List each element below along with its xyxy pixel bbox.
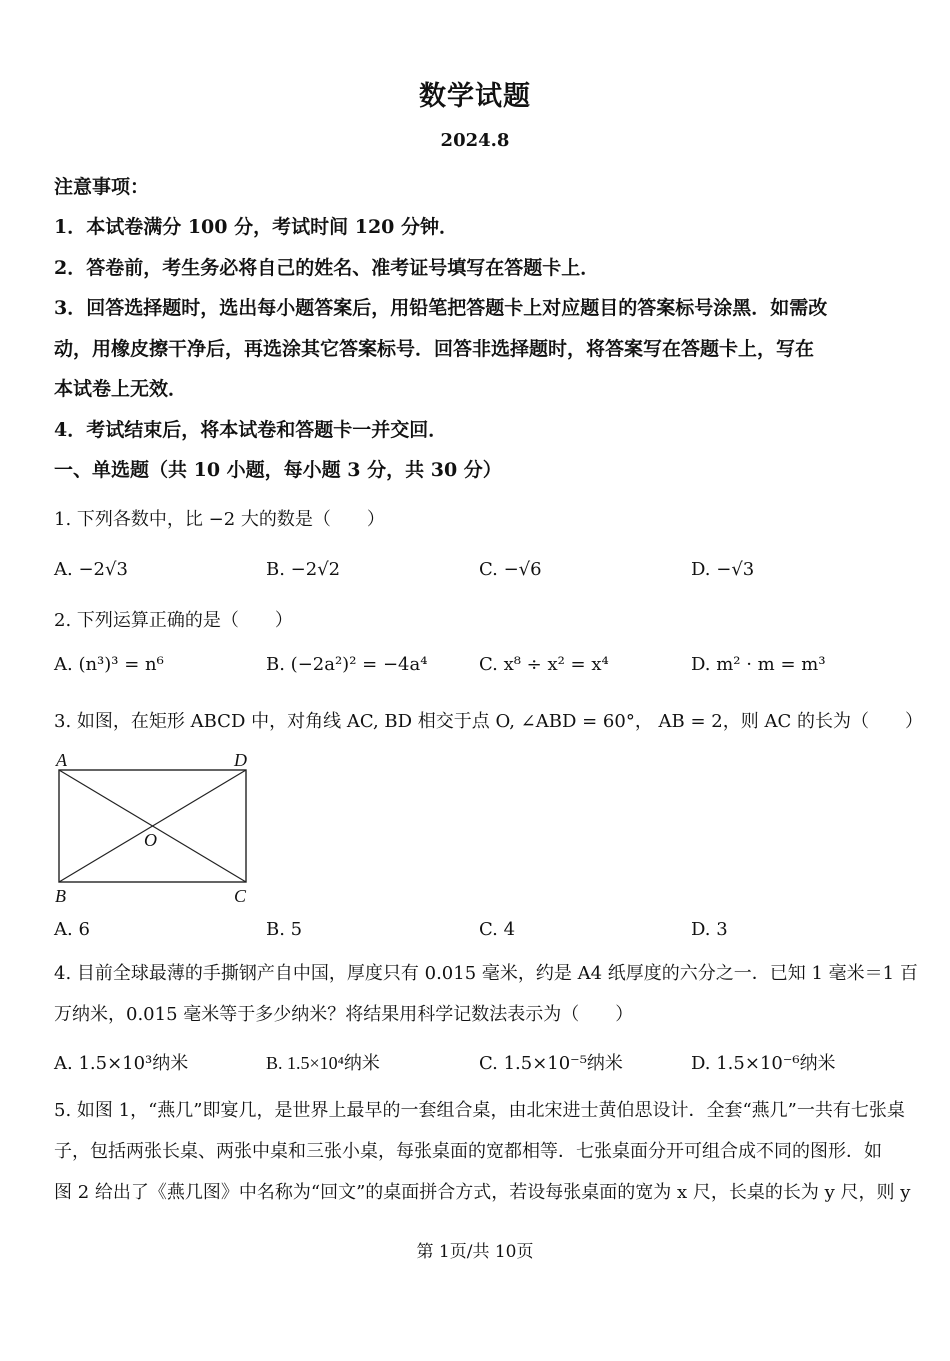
question-4-option-a: A. 1.5×10³纳米 <box>54 1053 189 1074</box>
question-1-stem: 1. 下列各数中，比 −2 大的数是（ ） <box>54 509 385 530</box>
page-footer: 第 1页/共 10页 <box>416 1242 534 1262</box>
question-1-option-a: A. −2√3 <box>54 559 128 580</box>
note-item-3-line-3: 本试卷上无效． <box>54 378 188 400</box>
label-b: B <box>55 886 66 906</box>
note-item-3-line-1: 3．回答选择题时，选出每小题答案后，用铅笔把答题卡上对应题目的答案标号涂黑．如需改 <box>54 297 828 319</box>
question-3-option-d: D. 3 <box>691 919 728 940</box>
question-1-option-b: B. −2√2 <box>266 559 341 580</box>
question-3-option-a: A. 6 <box>54 919 90 940</box>
section-heading: 一、单选题（共 10 小题，每小题 3 分，共 30 分） <box>54 459 502 481</box>
question-2-option-b: B. (−2a²)² = −4a⁴ <box>266 654 428 675</box>
notes-heading: 注意事项： <box>54 176 150 198</box>
note-item-3-line-2: 动，用橡皮擦干净后，再选涂其它答案标号．回答非选择题时，将答案写在答题卡上，写在 <box>54 338 815 360</box>
question-4-stem-line-2: 万纳米，0.015 毫米等于多少纳米？将结果用科学记数法表示为（ ） <box>54 1004 634 1025</box>
rectangle-abcd-figure <box>50 748 262 908</box>
label-d: D <box>234 750 247 770</box>
question-2-option-d: D. m² · m = m³ <box>691 654 826 675</box>
question-2-option-c: C. x⁸ ÷ x² = x⁴ <box>479 654 609 675</box>
note-item-4: 4．考试结束后，将本试卷和答题卡一并交回． <box>54 419 448 441</box>
question-5-stem-line-2: 子，包括两张长桌、两张中桌和三张小桌，每张桌面的宽都相等．七张桌面分开可组合成不同的图形．如 <box>54 1141 882 1162</box>
note-item-1: 1．本试卷满分 100 分，考试时间 120 分钟． <box>54 216 459 238</box>
question-3-option-c: C. 4 <box>479 919 516 940</box>
label-o: O <box>144 830 157 850</box>
question-3-option-b: B. 5 <box>266 919 303 940</box>
question-2-option-a: A. (n³)³ = n⁶ <box>54 654 164 675</box>
question-1-option-c: C. −√6 <box>479 559 542 580</box>
page-title: 数学试题 <box>419 81 531 112</box>
question-4-stem-line-1: 4. 目前全球最薄的手撕钢产自中国，厚度只有 0.015 毫米，约是 A4 纸厚度的六分之一．已知 1 毫米＝1 百 <box>54 963 918 984</box>
label-a: A <box>56 750 67 770</box>
exam-date: 2024.8 <box>440 130 510 151</box>
question-1-option-d: D. −√3 <box>691 559 755 580</box>
note-item-2: 2．答卷前，考生务必将自己的姓名、准考证号填写在答题卡上． <box>54 257 600 279</box>
question-4-option-d: D. 1.5×10⁻⁶纳米 <box>691 1053 836 1074</box>
label-c: C <box>234 886 247 906</box>
question-4-option-b: B. 1.5×10⁴纳米 <box>266 1053 380 1073</box>
question-3-stem: 3. 如图，在矩形 ABCD 中，对角线 AC, BD 相交于点 O, ∠ABD = 60°， AB = 2，则 AC 的长为（ ） <box>54 711 923 732</box>
question-5-stem-line-3: 图 2 给出了《燕几图》中名称为“回文”的桌面拼合方式，若设每张桌面的宽为 x 尺，长桌的长为 y 尺，则 y <box>54 1182 911 1203</box>
question-2-stem: 2. 下列运算正确的是（ ） <box>54 610 293 631</box>
question-5-stem-line-1: 5. 如图 1，“燕几”即宴几，是世界上最早的一套组合桌，由北宋进士黄伯思设计．全套“燕几”一共有七张桌 <box>54 1100 905 1121</box>
question-4-option-c: C. 1.5×10⁻⁵纳米 <box>479 1053 623 1074</box>
